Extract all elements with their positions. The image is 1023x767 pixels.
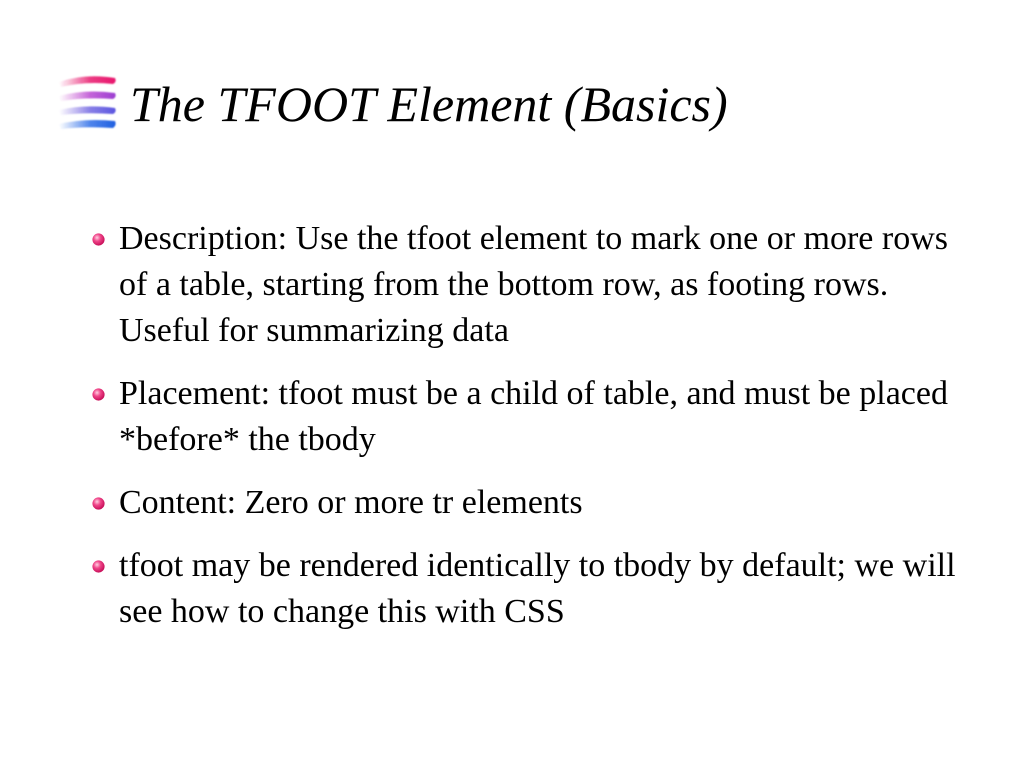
- pink-ball-bullet-icon: [91, 387, 106, 402]
- pink-ball-bullet-icon: [91, 496, 106, 511]
- slide-title: The TFOOT Element (Basics): [130, 76, 728, 132]
- stacked-swoosh-logo-icon: [55, 70, 119, 134]
- bullet-text: Content: Zero or more tr elements: [119, 484, 583, 521]
- pink-ball-bullet-icon: [91, 559, 106, 574]
- bullet-item: [88, 371, 968, 463]
- bullet-text: tfoot may be rendered identically to tbody by default; we will see how to change this with CSS: [119, 547, 956, 630]
- bullet-item: [88, 480, 968, 526]
- pink-ball-bullet-icon: [91, 232, 106, 247]
- bullet-text: Description: Use the tfoot element to mark one or more rows of a table, starting from the bottom row, as footing rows. Useful for summarizing data: [119, 220, 948, 349]
- bullet-text: Placement: tfoot must be a child of table, and must be placed *before* the tbody: [119, 375, 948, 458]
- bullet-item: [88, 216, 968, 354]
- bullet-item: [88, 543, 968, 635]
- bullet-list: [88, 216, 968, 652]
